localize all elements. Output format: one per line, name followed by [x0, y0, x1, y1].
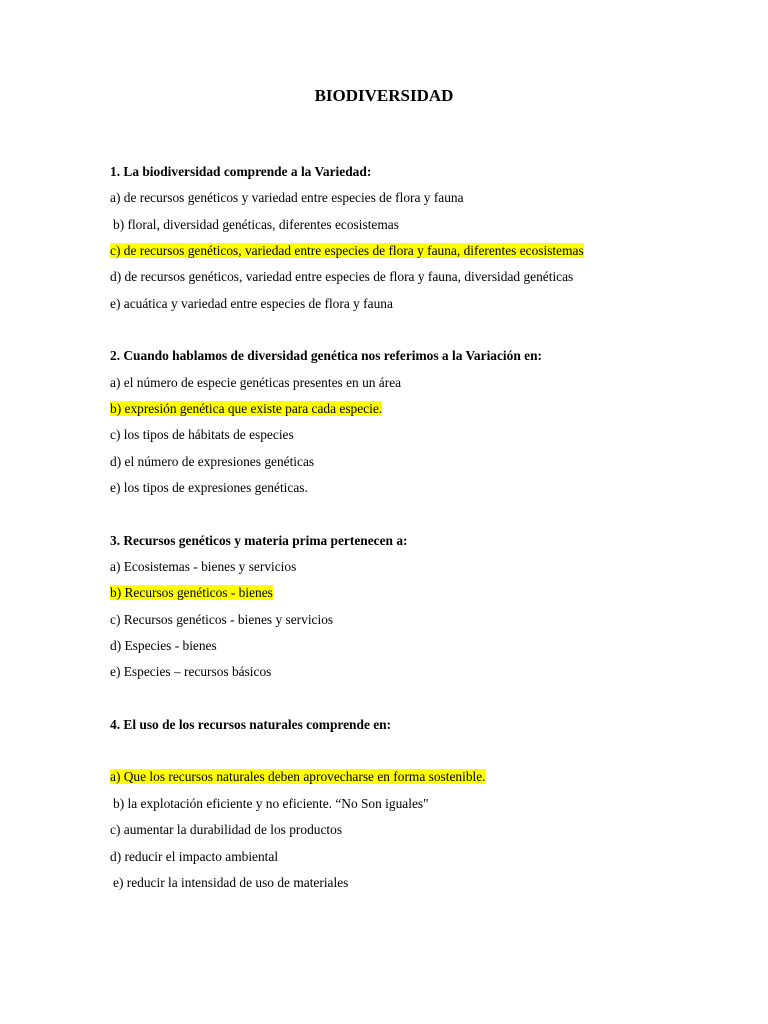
highlight: b) expresión genética que existe para cada especie.	[110, 401, 383, 416]
q1-option-a: a) de recursos genéticos y variedad entre especies de flora y fauna	[110, 190, 464, 205]
question-3: 3. Recursos genéticos y materia prima pertenecen a:	[110, 533, 408, 548]
q2-option-b-highlighted	[110, 400, 382, 418]
document-title: BIODIVERSIDAD	[314, 86, 454, 105]
q3-option-b-highlighted	[110, 584, 273, 602]
q1-option-d: d) de recursos genéticos, variedad entre especies de flora y fauna, diversidad genéticas	[110, 269, 574, 284]
q4-option-d: d) reducir el impacto ambiental	[110, 849, 279, 864]
q4-option-c: c) aumentar la durabilidad de los productos	[110, 822, 343, 837]
question-2: 2. Cuando hablamos de diversidad genética nos referimos a la Variación en:	[110, 348, 542, 363]
q3-option-a: a) Ecosistemas - bienes y servicios	[110, 559, 297, 574]
q2-option-c: c) los tipos de hábitats de especies	[110, 427, 294, 442]
q1-option-e: e) acuática y variedad entre especies de flora y fauna	[110, 296, 393, 311]
highlight: c) de recursos genéticos, variedad entre especies de flora y fauna, diferentes ecosistemas	[110, 243, 584, 258]
q3-option-d: d) Especies - bienes	[110, 638, 217, 653]
q3-option-c: c) Recursos genéticos - bienes y servicios	[110, 612, 334, 627]
q4-option-a-highlighted	[110, 768, 486, 786]
question-4: 4. El uso de los recursos naturales comprende en:	[110, 717, 392, 732]
q3-option-e: e) Especies – recursos básicos	[110, 664, 272, 679]
question-1: 1. La biodiversidad comprende a la Variedad:	[110, 164, 372, 179]
q4-option-b: b) la explotación eficiente y no eficiente. “No Son iguales"	[113, 796, 429, 811]
highlight: a) Que los recursos naturales deben aprovecharse en forma sostenible.	[110, 769, 486, 784]
q2-option-d: d) el número de expresiones genéticas	[110, 454, 315, 469]
q2-option-a: a) el número de especie genéticas presentes en un área	[110, 375, 402, 390]
highlight: b) Recursos genéticos - bienes	[110, 585, 273, 600]
q2-option-e: e) los tipos de expresiones genéticas.	[110, 480, 308, 495]
q1-option-b: b) floral, diversidad genéticas, diferentes ecosistemas	[113, 217, 399, 232]
q1-option-c-highlighted	[110, 242, 584, 260]
q4-option-e: e) reducir la intensidad de uso de materiales	[113, 875, 349, 890]
